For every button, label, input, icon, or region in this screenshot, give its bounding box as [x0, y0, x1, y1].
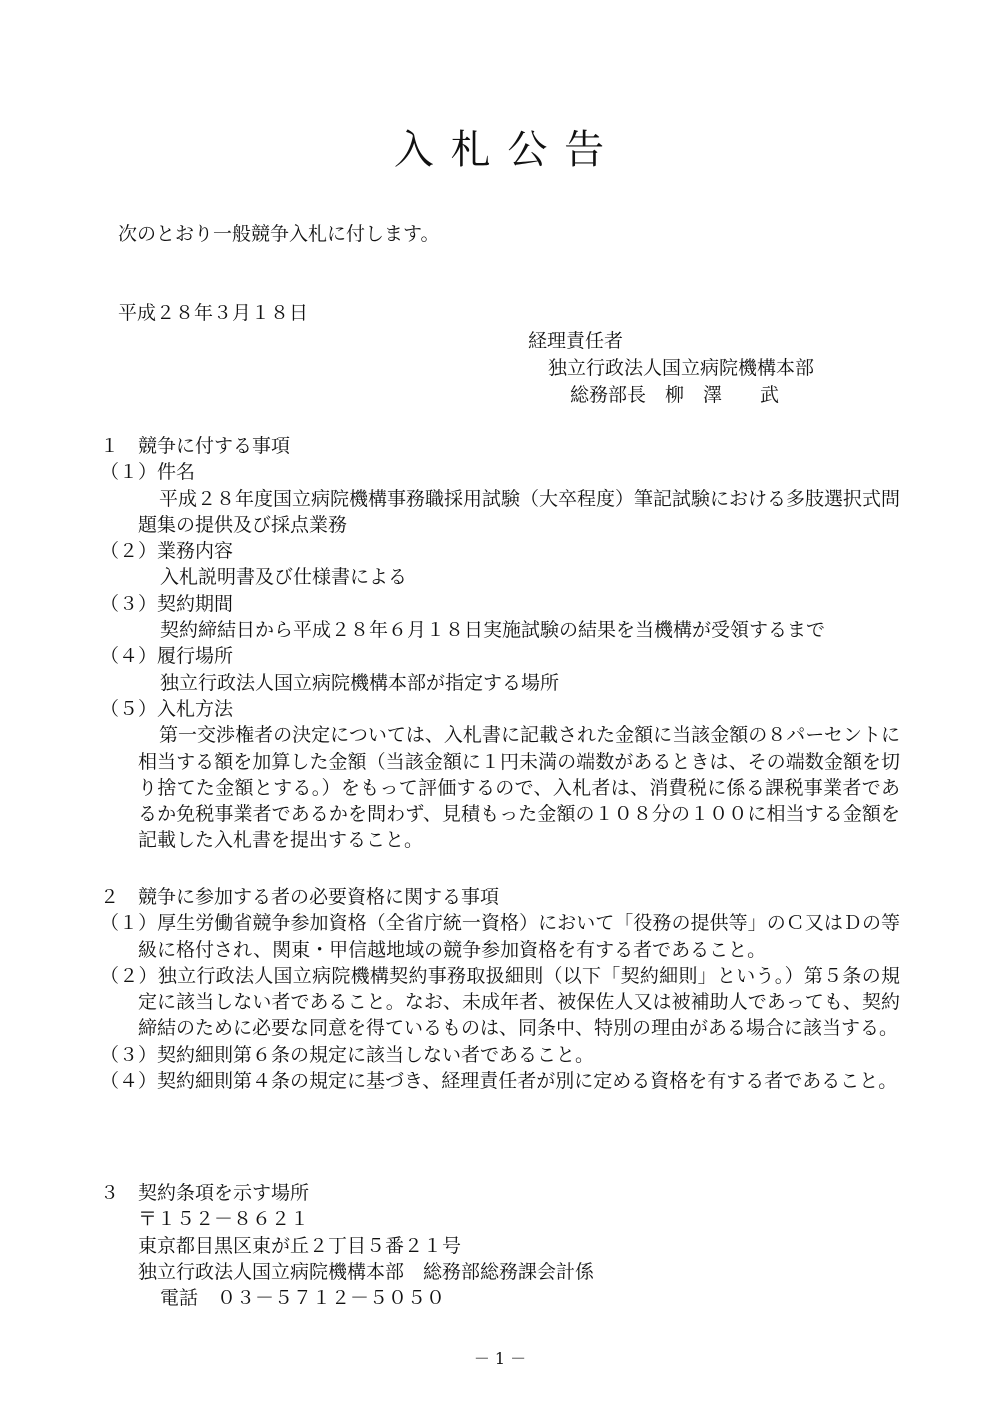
page-number: － 1 － [473, 1349, 527, 1368]
postal-code: 〒１５２－８６２１ [138, 1208, 310, 1231]
list-item: （１）厚生労働省競争参加資格（全省庁統一資格）において「役務の提供等」のＣ又はＤの等級に格付され、関東・甲信越地域の競争参加資格を有する者であること。 [100, 912, 900, 961]
item-label: （１）件名 [100, 461, 196, 484]
intro-text: 次のとおり一般競争入札に付します。 [118, 223, 440, 245]
signature-name: 総務部長 柳 澤 武 [570, 384, 780, 406]
address: 東京都目黒区東が丘２丁目５番２１号 [138, 1234, 462, 1257]
signature-role: 経理責任者 [528, 330, 624, 352]
item-text: 契約締結日から平成２８年６月１８日実施試験の結果を当機構が受領するまで [160, 619, 826, 642]
list-item: （２）独立行政法人国立病院機構契約事務取扱細則（以下「契約細則」という。）第５条の規定に該当しない者であること。なお、未成年者、被保佐人又は被補助人であっても、契約締結のために必要な同意を得ているものは、同条中、特別の理由がある場合に該当する。 [100, 964, 900, 1040]
item-text: 入札説明書及び仕様書による [160, 566, 408, 589]
department: 独立行政法人国立病院機構本部 総務部総務課会計係 [138, 1260, 595, 1283]
item-label: （２）業務内容 [100, 540, 234, 563]
document-title: 入 札 公 告 [393, 127, 607, 173]
section-3 [100, 1180, 900, 1311]
section-1 [100, 433, 900, 854]
list-item: （３）契約細則第６条の規定に該当しない者であること。 [100, 1043, 595, 1066]
section-2-heading: ２ 競争に参加する者の必要資格に関する事項 [100, 886, 500, 908]
item-text: 独立行政法人国立病院機構本部が指定する場所 [160, 671, 560, 694]
item-label: （５）入札方法 [100, 697, 234, 720]
section-2 [100, 884, 900, 1094]
item-label: （４）履行場所 [100, 645, 234, 668]
section-3-heading: ３ 契約条項を示す場所 [100, 1182, 310, 1204]
item-text: 平成２８年度国立病院機構事務職採用試験（大卒程度）筆記試験における多肢選択式問題集の提供及び採点業務 [138, 487, 901, 536]
item-label: （３）契約期間 [100, 592, 234, 615]
signature-org: 独立行政法人国立病院機構本部 [548, 357, 815, 379]
section-1-heading: １ 競争に付する事項 [100, 435, 291, 457]
list-item: （４）契約細則第４条の規定に基づき、経理責任者が別に定める資格を有する者であること。 [100, 1070, 898, 1093]
phone-number: 電話 ０３－５７１２－５０５０ [160, 1287, 446, 1310]
notice-date: 平成２８年３月１８日 [118, 302, 309, 324]
item-text: 第一交渉権者の決定については、入札書に記載された金額に当該金額の８パーセントに相当する額を加算した金額（当該金額に１円未満の端数があるときは、その端数金額を切り捨てた金額とする。）をもって評価するので、入札者は、消費税に係る課税事業者であるか免税事業者であるかを問わず、見積もった金額の１０８分の１００に相当する金額を記載した入札書を提出すること。 [138, 724, 900, 852]
